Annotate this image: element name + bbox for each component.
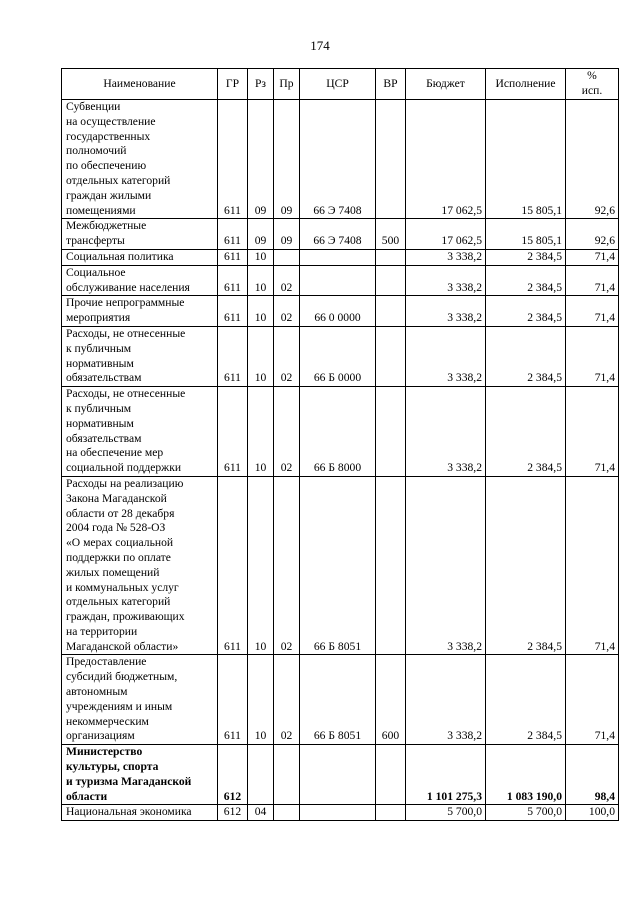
cell-execution: 2 384,5 xyxy=(486,476,566,655)
table-row xyxy=(62,387,619,477)
cell-rz: 10 xyxy=(248,387,274,477)
cell-gr: 611 xyxy=(218,249,248,265)
cell-budget: 17 062,5 xyxy=(406,219,486,250)
cell-name: Субвенции на осуществление государственных полномочий по обеспечению отдельных категорий граждан жилыми помещениями xyxy=(62,100,218,219)
cell-budget: 3 338,2 xyxy=(406,476,486,655)
cell-execution: 2 384,5 xyxy=(486,265,566,296)
header-rz: Рз xyxy=(248,69,274,100)
cell-csr xyxy=(300,249,376,265)
cell-pr: 02 xyxy=(274,265,300,296)
cell-rz: 10 xyxy=(248,265,274,296)
cell-budget: 3 338,2 xyxy=(406,326,486,386)
cell-name: Прочие непрограммные мероприятия xyxy=(62,296,218,327)
cell-budget: 3 338,2 xyxy=(406,296,486,327)
header-csr: ЦСР xyxy=(300,69,376,100)
table-row xyxy=(62,745,619,805)
cell-rz: 04 xyxy=(248,805,274,821)
cell-execution: 15 805,1 xyxy=(486,219,566,250)
cell-gr: 611 xyxy=(218,326,248,386)
cell-gr: 611 xyxy=(218,655,248,745)
cell-name: Межбюджетные трансферты xyxy=(62,219,218,250)
cell-gr: 611 xyxy=(218,265,248,296)
cell-percent: 71,4 xyxy=(566,265,619,296)
cell-gr: 612 xyxy=(218,745,248,805)
cell-rz: 10 xyxy=(248,296,274,327)
cell-name: Расходы на реализацию Закона Магаданской области от 28 декабря 2004 года № 528-ОЗ «О мерах социальной поддержки по оплате жилых помещений и коммунальных услуг отдельных категорий граждан, проживающих на территории Магаданской области» xyxy=(62,476,218,655)
cell-execution: 2 384,5 xyxy=(486,387,566,477)
cell-percent: 100,0 xyxy=(566,805,619,821)
table-row xyxy=(62,249,619,265)
cell-gr: 612 xyxy=(218,805,248,821)
cell-csr xyxy=(300,265,376,296)
cell-vr xyxy=(376,745,406,805)
cell-pr: 09 xyxy=(274,219,300,250)
cell-csr: 66 Б 8051 xyxy=(300,476,376,655)
cell-vr xyxy=(376,805,406,821)
cell-csr: 66 Б 0000 xyxy=(300,326,376,386)
cell-name: Социальная политика xyxy=(62,249,218,265)
cell-budget: 1 101 275,3 xyxy=(406,745,486,805)
header-percent: % исп. xyxy=(566,69,619,100)
cell-vr xyxy=(376,265,406,296)
cell-rz: 09 xyxy=(248,100,274,219)
header-name: Наименование xyxy=(62,69,218,100)
cell-gr: 611 xyxy=(218,476,248,655)
table-row xyxy=(62,476,619,655)
cell-execution: 5 700,0 xyxy=(486,805,566,821)
cell-csr: 66 Б 8000 xyxy=(300,387,376,477)
cell-vr xyxy=(376,326,406,386)
header-budget: Бюджет xyxy=(406,69,486,100)
table-body xyxy=(62,100,619,821)
cell-name: Министерство культуры, спорта и туризма Магаданской области xyxy=(62,745,218,805)
cell-gr: 611 xyxy=(218,387,248,477)
cell-gr: 611 xyxy=(218,296,248,327)
header-gr: ГР xyxy=(218,69,248,100)
cell-name: Расходы, не отнесенные к публичным нормативным обязательствам xyxy=(62,326,218,386)
cell-rz: 10 xyxy=(248,655,274,745)
cell-pr: 02 xyxy=(274,296,300,327)
table-row xyxy=(62,805,619,821)
cell-execution: 1 083 190,0 xyxy=(486,745,566,805)
cell-name: Расходы, не отнесенные к публичным нормативным обязательствам на обеспечение мер социальной поддержки xyxy=(62,387,218,477)
cell-rz: 09 xyxy=(248,219,274,250)
cell-percent: 98,4 xyxy=(566,745,619,805)
cell-rz xyxy=(248,745,274,805)
cell-pr: 02 xyxy=(274,387,300,477)
cell-pr: 02 xyxy=(274,326,300,386)
header-vr: ВР xyxy=(376,69,406,100)
cell-percent: 71,4 xyxy=(566,249,619,265)
cell-rz: 10 xyxy=(248,476,274,655)
cell-percent: 71,4 xyxy=(566,296,619,327)
table-row xyxy=(62,296,619,327)
cell-pr: 09 xyxy=(274,100,300,219)
table-row xyxy=(62,655,619,745)
table-row xyxy=(62,100,619,219)
cell-budget: 3 338,2 xyxy=(406,249,486,265)
cell-vr: 500 xyxy=(376,219,406,250)
cell-budget: 3 338,2 xyxy=(406,265,486,296)
cell-percent: 92,6 xyxy=(566,219,619,250)
cell-percent: 71,4 xyxy=(566,387,619,477)
cell-pr xyxy=(274,249,300,265)
cell-vr xyxy=(376,100,406,219)
cell-csr xyxy=(300,745,376,805)
cell-percent: 71,4 xyxy=(566,326,619,386)
cell-gr: 611 xyxy=(218,100,248,219)
cell-budget: 17 062,5 xyxy=(406,100,486,219)
cell-execution: 15 805,1 xyxy=(486,100,566,219)
cell-budget: 5 700,0 xyxy=(406,805,486,821)
cell-execution: 2 384,5 xyxy=(486,249,566,265)
cell-csr: 66 Б 8051 xyxy=(300,655,376,745)
cell-budget: 3 338,2 xyxy=(406,655,486,745)
cell-name: Национальная экономика xyxy=(62,805,218,821)
cell-vr: 600 xyxy=(376,655,406,745)
table-header-row xyxy=(62,69,619,100)
cell-vr xyxy=(376,296,406,327)
cell-pr xyxy=(274,805,300,821)
budget-table xyxy=(61,68,619,821)
cell-rz: 10 xyxy=(248,249,274,265)
cell-vr xyxy=(376,249,406,265)
cell-rz: 10 xyxy=(248,326,274,386)
cell-csr xyxy=(300,805,376,821)
cell-vr xyxy=(376,387,406,477)
cell-vr xyxy=(376,476,406,655)
cell-csr: 66 Э 7408 xyxy=(300,100,376,219)
cell-gr: 611 xyxy=(218,219,248,250)
cell-pr: 02 xyxy=(274,655,300,745)
table-row xyxy=(62,265,619,296)
header-execution: Исполнение xyxy=(486,69,566,100)
header-pr: Пр xyxy=(274,69,300,100)
table-row xyxy=(62,219,619,250)
cell-percent: 71,4 xyxy=(566,476,619,655)
cell-pr: 02 xyxy=(274,476,300,655)
cell-name: Предоставление субсидий бюджетным, автономным учреждениям и иным некоммерческим организациям xyxy=(62,655,218,745)
cell-percent: 92,6 xyxy=(566,100,619,219)
cell-csr: 66 0 0000 xyxy=(300,296,376,327)
cell-name: Социальное обслуживание населения xyxy=(62,265,218,296)
cell-pr xyxy=(274,745,300,805)
cell-execution: 2 384,5 xyxy=(486,655,566,745)
page-number: 174 xyxy=(310,38,330,53)
cell-csr: 66 Э 7408 xyxy=(300,219,376,250)
table-row xyxy=(62,326,619,386)
cell-budget: 3 338,2 xyxy=(406,387,486,477)
cell-execution: 2 384,5 xyxy=(486,326,566,386)
cell-percent: 71,4 xyxy=(566,655,619,745)
cell-execution: 2 384,5 xyxy=(486,296,566,327)
